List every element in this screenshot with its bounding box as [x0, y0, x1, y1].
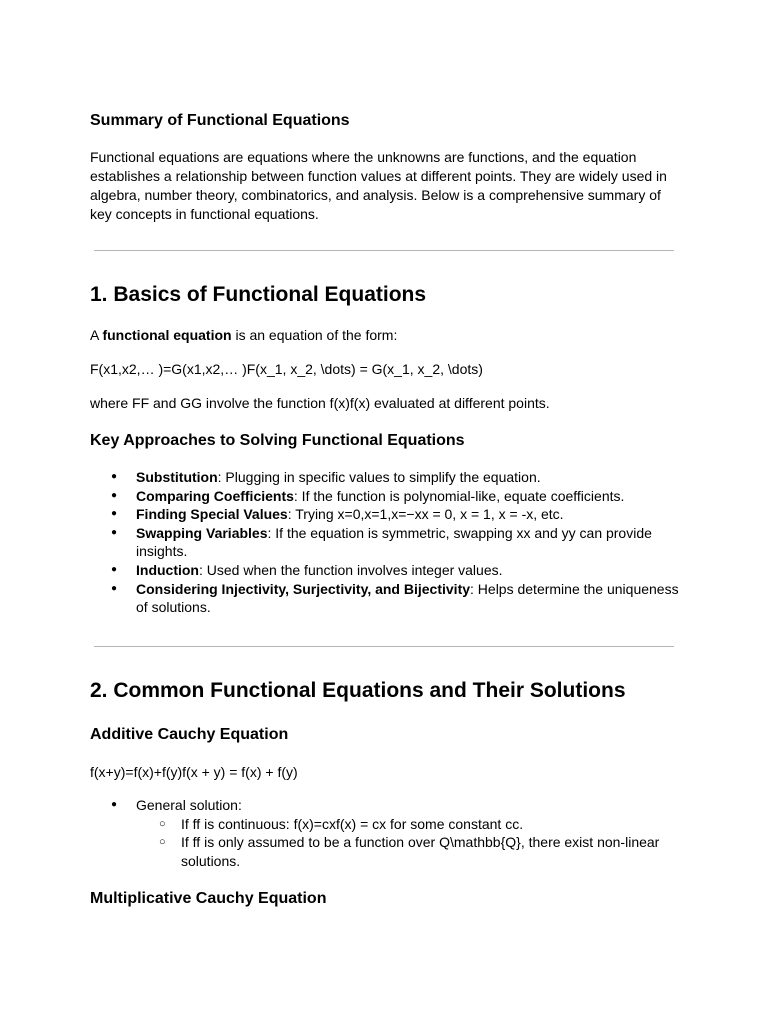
solution-rational: If ff is only assumed to be a function over Q\mathbb{Q}, there exist non-linear solutions.	[181, 834, 660, 869]
definition-paragraph	[90, 326, 682, 345]
approach-desc: : If the function is polynomial-like, equate coefficients.	[293, 487, 625, 504]
list-item	[90, 561, 682, 580]
list-item	[136, 815, 682, 834]
approach-desc: : Trying x=0,x=1,x=−xx = 0, x = 1, x = -x, etc.	[287, 506, 564, 523]
approach-term: Substitution	[136, 469, 218, 485]
approach-term: Comparing Coefficients	[136, 487, 294, 504]
definition-post: is an equation of the form:	[231, 327, 398, 343]
divider	[94, 646, 674, 647]
list-item	[136, 833, 682, 870]
multiplicative-cauchy-heading: Multiplicative Cauchy Equation	[90, 890, 327, 907]
where-paragraph: where FF and GG involve the function f(x)f(x) evaluated at different points.	[90, 395, 550, 411]
approach-term: Swapping Variables	[136, 524, 268, 541]
section-1-heading: 1. Basics of Functional Equations	[90, 283, 427, 306]
solutions-list	[90, 796, 682, 870]
solution-continuous: If ff is continuous: f(x)=cxf(x) = cx for some constant cc.	[181, 815, 524, 832]
document-title: Summary of Functional Equations	[90, 112, 350, 129]
approach-term: Finding Special Values	[136, 506, 288, 523]
approach-desc: : If the equation is symmetric, swapping xx and yy can provide insights.	[136, 524, 652, 560]
approach-desc: : Plugging in specific values to simplify the equation.	[217, 469, 541, 485]
list-item	[90, 796, 682, 870]
approach-term: Induction	[136, 561, 199, 578]
section-2-heading: 2. Common Functional Equations and Their Solutions	[90, 679, 626, 702]
intro-paragraph: Functional equations are equations where the unknowns are functions, and the equation establishes a relationship between function values at different points. They are widely used in algebra, number theory, combinatorics, and analysis. Below is a comprehensive summary of key concepts in functional equations.	[90, 149, 667, 222]
additive-cauchy-heading: Additive Cauchy Equation	[90, 726, 289, 743]
list-item	[90, 524, 682, 561]
definition-term: functional equation	[102, 327, 232, 343]
general-solution-label: General solution:	[136, 797, 242, 813]
definition-pre: A	[90, 327, 103, 343]
list-item	[90, 580, 682, 617]
approach-desc: : Helps determine the uniqueness of solutions.	[136, 580, 679, 616]
approach-term: Considering Injectivity, Surjectivity, and Bijectivity	[136, 580, 471, 597]
divider	[94, 250, 674, 251]
approach-desc: : Used when the function involves integer values.	[199, 561, 503, 578]
approaches-heading: Key Approaches to Solving Functional Equations	[90, 432, 465, 449]
list-item	[90, 468, 682, 487]
additive-equation: f(x+y)=f(x)+f(y)f(x + y) = f(x) + f(y)	[90, 764, 298, 780]
list-item	[90, 487, 682, 506]
approaches-list	[90, 468, 682, 617]
list-item	[90, 505, 682, 524]
equation-general: F(x1,x2,… )=G(x1,x2,… )F(x_1, x_2, \dots) = G(x_1, x_2, \dots)	[90, 361, 483, 377]
